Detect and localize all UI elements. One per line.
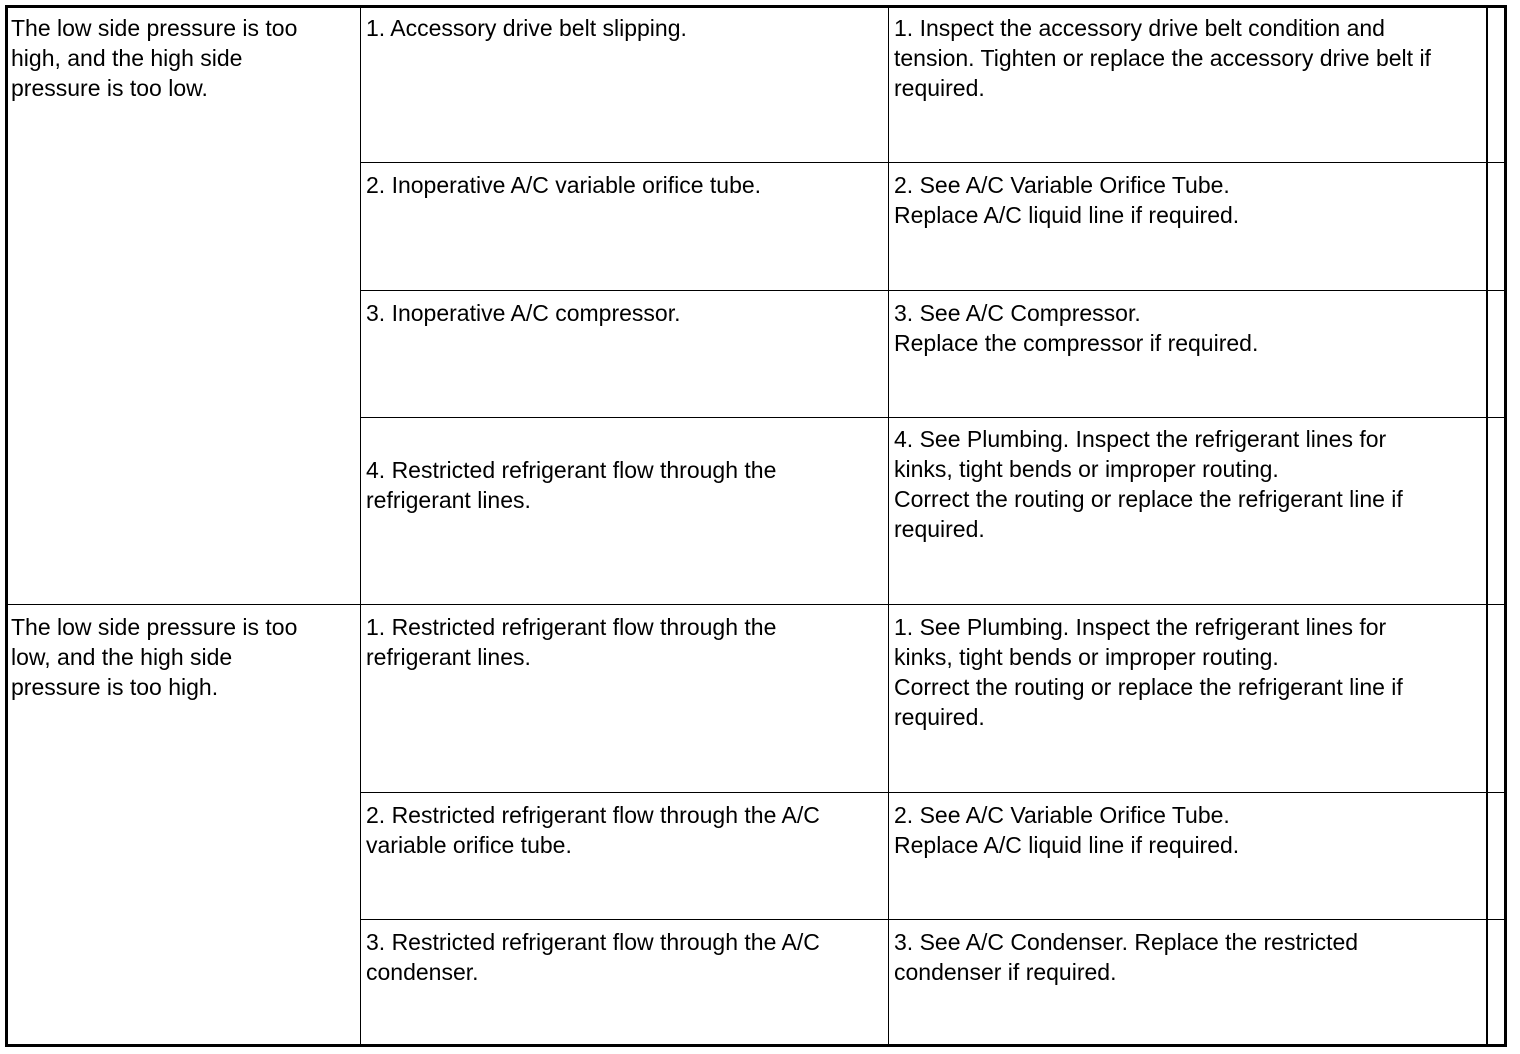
row-divider xyxy=(360,162,1507,163)
action-cell: 3. See A/C Compressor. Replace the compressor if required. xyxy=(894,300,1259,356)
cause-cell: 3. Restricted refrigerant flow through the A/C condenser. xyxy=(366,929,820,985)
cause-cell: 3. Inoperative A/C compressor. xyxy=(366,300,681,326)
symptom-cell: The low side pressure is too high, and the high side pressure is too low. xyxy=(11,15,298,101)
action-cell: 2. See A/C Variable Orifice Tube. Replace A/C liquid line if required. xyxy=(894,172,1240,228)
action-cell: 1. See Plumbing. Inspect the refrigerant lines for kinks, tight bends or improper routing. Correct the routing or replace the refrigerant line if required. xyxy=(894,614,1403,730)
action-cell: 2. See A/C Variable Orifice Tube. Replace A/C liquid line if required. xyxy=(894,802,1240,858)
cause-cell: 2. Restricted refrigerant flow through the A/C variable orifice tube. xyxy=(366,802,820,858)
cause-cell: 1. Restricted refrigerant flow through the refrigerant lines. xyxy=(366,614,777,670)
group-divider xyxy=(5,604,1507,605)
action-cell: 3. See A/C Condenser. Replace the restricted condenser if required. xyxy=(894,929,1359,985)
row-divider xyxy=(360,290,1507,291)
action-cell: 4. See Plumbing. Inspect the refrigerant lines for kinks, tight bends or improper routing. Correct the routing or replace the refrigerant line if required. xyxy=(894,426,1403,542)
cause-cell: 4. Restricted refrigerant flow through the refrigerant lines. xyxy=(366,457,777,513)
action-cell: 1. Inspect the accessory drive belt condition and tension. Tighten or replace the accessory drive belt if required. xyxy=(894,15,1431,101)
cause-cell: 2. Inoperative A/C variable orifice tube. xyxy=(366,172,762,198)
row-divider xyxy=(360,417,1507,418)
row-divider xyxy=(360,919,1507,920)
symptom-cell: The low side pressure is too low, and the high side pressure is too high. xyxy=(11,614,298,700)
cause-cell: 1. Accessory drive belt slipping. xyxy=(366,15,687,41)
row-divider xyxy=(360,792,1507,793)
